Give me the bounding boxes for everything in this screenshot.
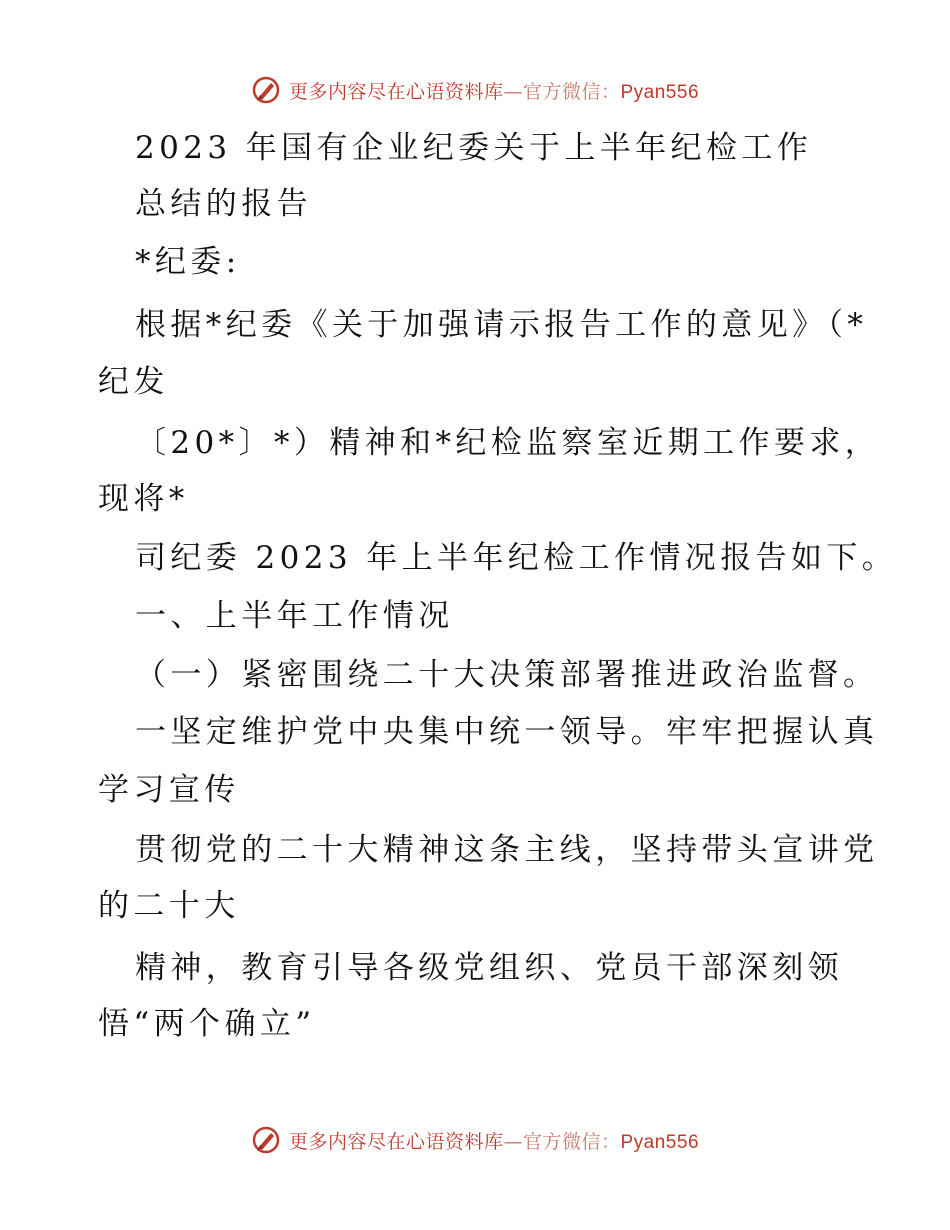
paragraph-line: 精神，教育引导各级党组织、党员干部深刻领: [135, 950, 843, 986]
pen-logo-icon: [251, 1125, 281, 1155]
watermark-site-text: 更多内容尽在心语资料库: [288, 80, 504, 103]
watermark-dash: —: [503, 1130, 523, 1153]
footer-watermark: [0, 1120, 950, 1160]
paragraph-line: 的二十大: [98, 888, 240, 924]
title-line-2: 总结的报告: [135, 186, 312, 222]
salutation: *纪委:: [135, 244, 241, 280]
watermark-wechat-id: Pyan556: [620, 81, 700, 103]
watermark-site-text: 更多内容尽在心语资料库: [288, 1130, 504, 1153]
watermark-text: [289, 1127, 699, 1154]
section-heading: 一、上半年工作情况: [135, 598, 454, 634]
paragraph-line: 纪发: [98, 364, 169, 400]
watermark-wechat-label: 官方微信：: [522, 1130, 621, 1153]
paragraph-line: 悟“两个确立”: [98, 1006, 316, 1042]
pen-logo-icon: [251, 75, 281, 105]
paragraph-line: 贯彻党的二十大精神这条主线，坚持带头宣讲党: [135, 832, 879, 868]
watermark-wechat-id: Pyan556: [620, 1131, 700, 1153]
title-line-1: 2023 年国有企业纪委关于上半年纪检工作: [135, 130, 813, 166]
paragraph-line: 〔20*〕*）精神和*纪检监察室近期工作要求，: [135, 425, 881, 461]
paragraph-line: 学习宣传: [98, 772, 240, 808]
paragraph-line: 现将*: [98, 481, 189, 517]
subsection-heading: （一）紧密围绕二十大决策部署推进政治监督。: [135, 657, 879, 693]
paragraph-line: 一坚定维护党中央集中统一领导。牢牢把握认真: [135, 714, 879, 750]
watermark-text: [289, 77, 699, 104]
watermark-wechat-label: 官方微信：: [522, 80, 621, 103]
paragraph-line: 根据*纪委《关于加强请示报告工作的意见》（*: [135, 307, 868, 343]
paragraph-line: 司纪委 2023 年上半年纪检工作情况报告如下。: [135, 540, 898, 576]
header-watermark: [0, 70, 950, 110]
watermark-dash: —: [503, 80, 523, 103]
